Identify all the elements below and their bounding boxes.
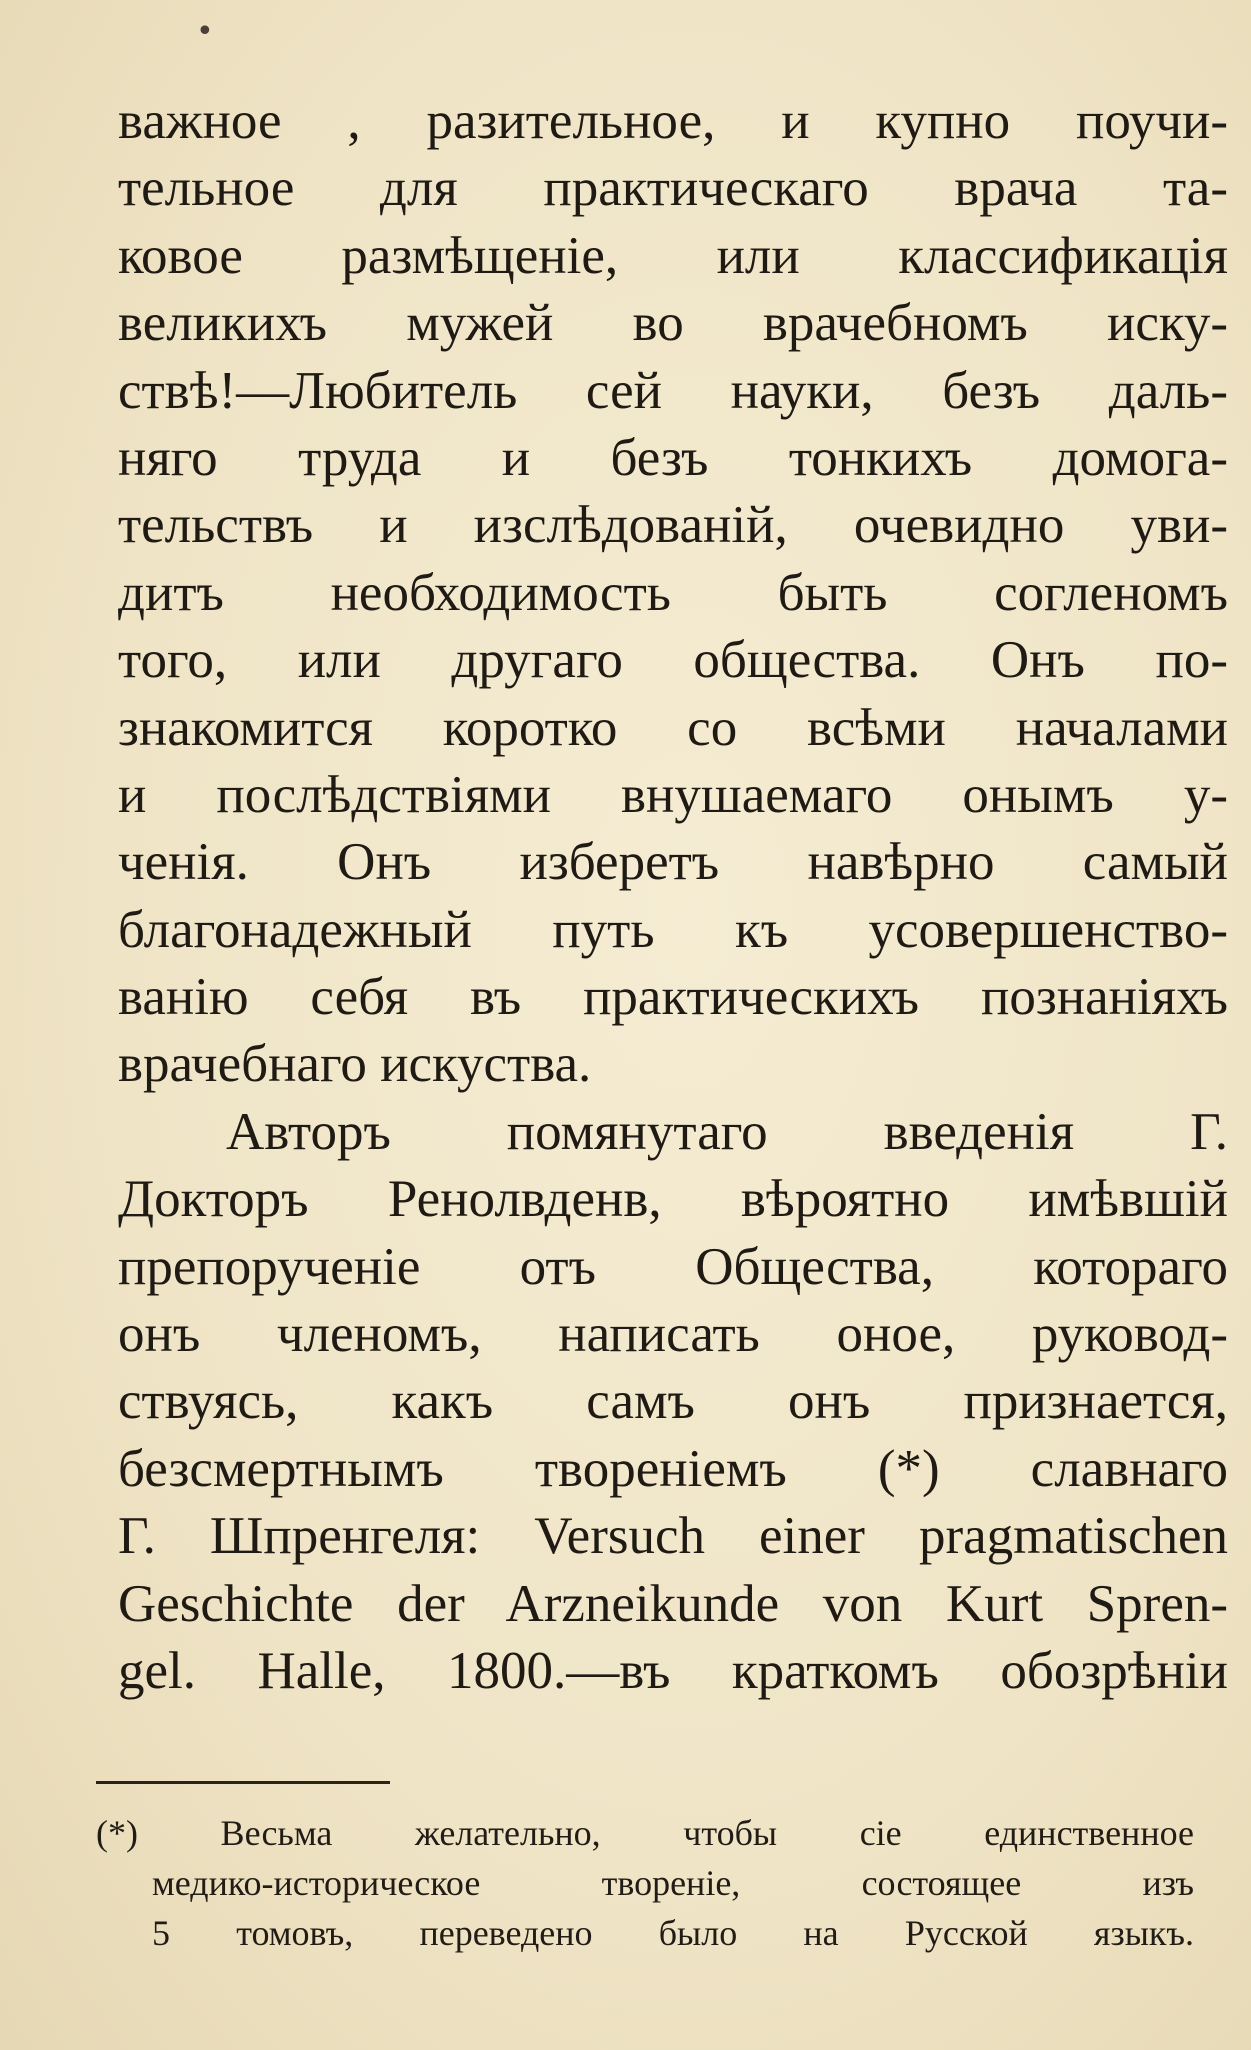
text-line: Докторъ Ренолвденв, вѣроятно имѣвшій <box>118 1170 1228 1229</box>
text-line: важное , разительное, и купно поучи- <box>118 92 1228 150</box>
footnote <box>96 1808 1194 1958</box>
text-line: тельное для практическаго врача та- <box>118 159 1228 218</box>
footnote-line: 5 томовъ, переведено было на Русской языкъ. <box>152 1913 1194 1953</box>
text-line: онъ членомъ, написать оное, руковод- <box>118 1305 1228 1364</box>
text-line: няго труда и безъ тонкихъ домога- <box>118 428 1228 487</box>
paragraph-start-line: Авторъ помянутаго введенія Г. <box>226 1102 1228 1161</box>
text-line: дитъ необходимость быть согленомъ <box>118 563 1228 622</box>
text-line: знакомится коротко со всѣми началами <box>118 698 1228 757</box>
text-line: и послѣдствіями внушаемаго онымъ у- <box>118 765 1228 824</box>
text-line: Geschichte der Arzneikunde von Kurt Spren- <box>118 1574 1228 1633</box>
text-line: благонадежный путь къ усовершенство- <box>118 900 1228 959</box>
text-line: тельствъ и изслѣдованій, очевидно уви- <box>118 496 1228 555</box>
text-line: gel. Halle, 1800.—въ краткомъ обозрѣніи <box>118 1641 1228 1700</box>
page-mark: • <box>196 14 214 49</box>
footnote-line: (*) Весьма желательно, чтобы сіе единственное <box>96 1813 1194 1853</box>
paragraph-end-line: врачебнаго искуства. <box>118 1035 592 1094</box>
text-line: ковое размѣщеніе, или классификація <box>118 226 1228 285</box>
text-line: того, или другаго общества. Онъ по- <box>118 631 1228 690</box>
text-line: ствуясь, какъ самъ онъ признается, <box>118 1372 1228 1431</box>
footnote-divider <box>96 1781 390 1784</box>
text-line: ченія. Онъ изберетъ навѣрно самый <box>118 833 1228 892</box>
text-line: ванію себя въ практическихъ познаніяхъ <box>118 968 1228 1027</box>
text-line: ствѣ!—Любитель сей науки, безъ даль- <box>118 361 1228 420</box>
text-line: безсмертнымъ твореніемъ (*) славнаго <box>118 1439 1228 1498</box>
footnote-line: медико-историческое твореніе, состоящее изъ <box>152 1863 1194 1903</box>
text-line: препорученіе отъ Общества, котораго <box>118 1237 1228 1296</box>
text-line: великихъ мужей во врачебномъ иску- <box>118 294 1228 353</box>
main-text <box>118 88 1228 1705</box>
text-line: Г. Шпренгеля: Versuch einer pragmatischen <box>118 1507 1228 1566</box>
